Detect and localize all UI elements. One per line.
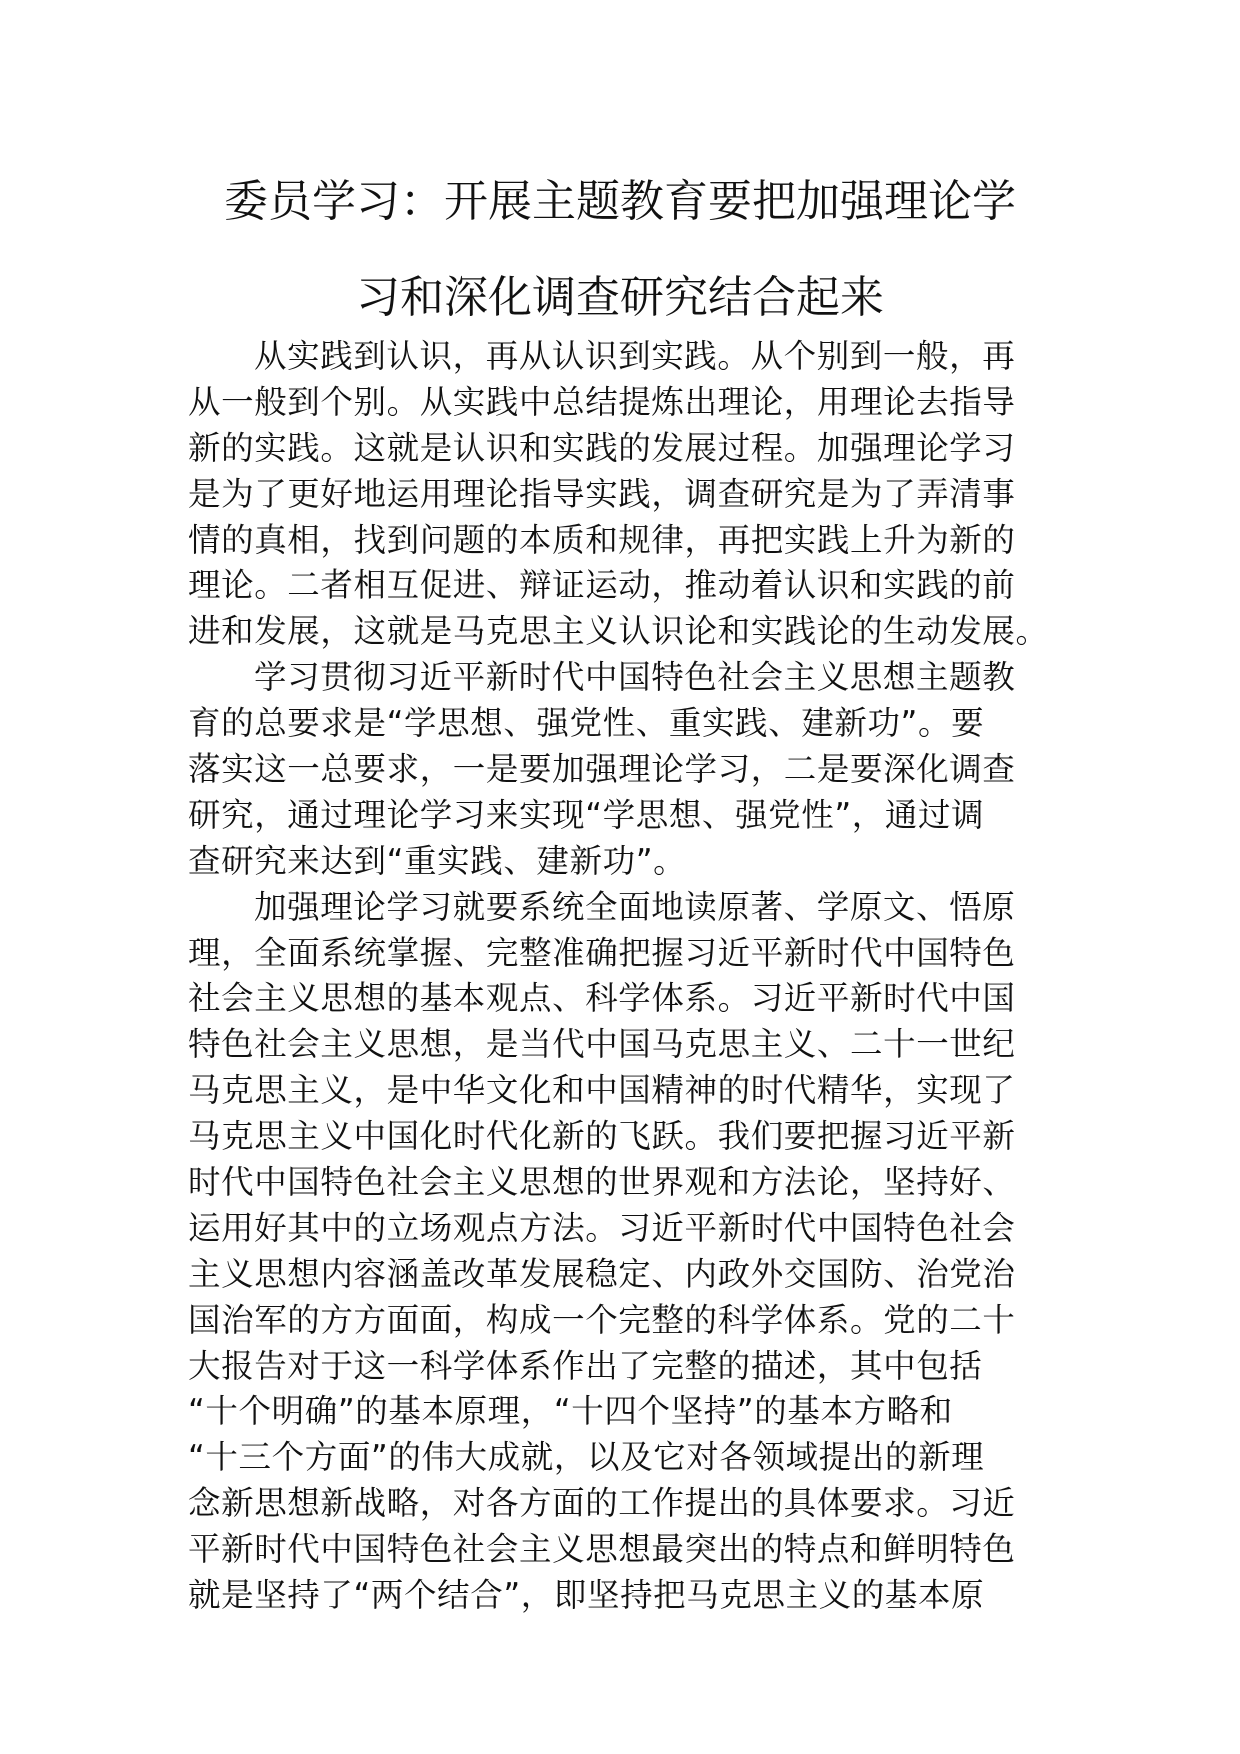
paragraph-line: 从一般到个别。从实践中总结提炼出理论，用理论去指导 — [188, 382, 1016, 421]
paragraph-line: 马克思主义中国化时代化新的飞跃。我们要把握习近平新 — [188, 1117, 1016, 1156]
paragraph-line: 念新思想新战略，对各方面的工作提出的具体要求。习近 — [188, 1484, 1016, 1523]
paragraph-line: 特色社会主义思想，是当代中国马克思主义、二十一世纪 — [188, 1025, 1016, 1064]
paragraph-line: 理论。二者相互促进、辩证运动，推动着认识和实践的前 — [188, 566, 1016, 605]
title-line: 习和深化调查研究结合起来 — [356, 272, 884, 323]
paragraph-line: 研究，通过理论学习来实现“学思想、强党性”，通过调 — [188, 795, 985, 834]
document-title — [150, 154, 1090, 346]
paragraph-line: 育的总要求是“学思想、强党性、重实践、建新功”。要 — [188, 704, 985, 743]
paragraph-line: 查研究来达到“重实践、建新功”。 — [188, 841, 687, 880]
paragraph-line: 大报告对于这一科学体系作出了完整的描述，其中包括 — [188, 1346, 983, 1385]
document-body — [188, 334, 1058, 1619]
paragraph-line: 平新时代中国特色社会主义思想最突出的特点和鲜明特色 — [188, 1530, 1016, 1569]
paragraph-line: 进和发展，这就是马克思主义认识论和实践论的生动发展。 — [188, 612, 1049, 651]
paragraph-line: 运用好其中的立场观点方法。习近平新时代中国特色社会 — [188, 1208, 1016, 1247]
paragraph-line: 理，全面系统掌握、完整准确把握习近平新时代中国特色 — [188, 933, 1016, 972]
paragraph-line: 就是坚持了“两个结合”，即坚持把马克思主义的基本原 — [188, 1576, 985, 1615]
paragraph-line: 落实这一总要求，一是要加强理论学习，二是要深化调查 — [188, 750, 1016, 789]
paragraph-line: “十个明确”的基本原理，“十四个坚持”的基本方略和 — [188, 1392, 953, 1431]
paragraph-line: 马克思主义，是中华文化和中国精神的时代精华，实现了 — [188, 1071, 1016, 1110]
paragraph-line: 主义思想内容涵盖改革发展稳定、内政外交国防、治党治 — [188, 1254, 1016, 1293]
paragraph — [188, 885, 1058, 1619]
paragraph — [188, 655, 1058, 884]
title-line: 委员学习：开展主题教育要把加强理论学 — [224, 176, 1016, 227]
paragraph-line: 国治军的方方面面，构成一个完整的科学体系。党的二十 — [188, 1300, 1016, 1339]
paragraph-line: 时代中国特色社会主义思想的世界观和方法论，坚持好、 — [188, 1163, 1016, 1202]
paragraph-line: 新的实践。这就是认识和实践的发展过程。加强理论学习 — [188, 428, 1016, 467]
paragraph-line: 是为了更好地运用理论指导实践，调查研究是为了弄清事 — [188, 474, 1016, 513]
paragraph — [188, 334, 1058, 655]
paragraph-line: 社会主义思想的基本观点、科学体系。习近平新时代中国 — [188, 979, 1016, 1018]
paragraph-line: “十三个方面”的伟大成就，以及它对各领域提出的新理 — [188, 1438, 985, 1477]
paragraph-line: 情的真相，找到问题的本质和规律，再把实践上升为新的 — [188, 520, 1016, 559]
paragraph-line: 学习贯彻习近平新时代中国特色社会主义思想主题教 — [254, 658, 1016, 697]
paragraph-line: 从实践到认识，再从认识到实践。从个别到一般，再 — [254, 337, 1016, 375]
paragraph-line: 加强理论学习就要系统全面地读原著、学原文、悟原 — [254, 887, 1016, 926]
